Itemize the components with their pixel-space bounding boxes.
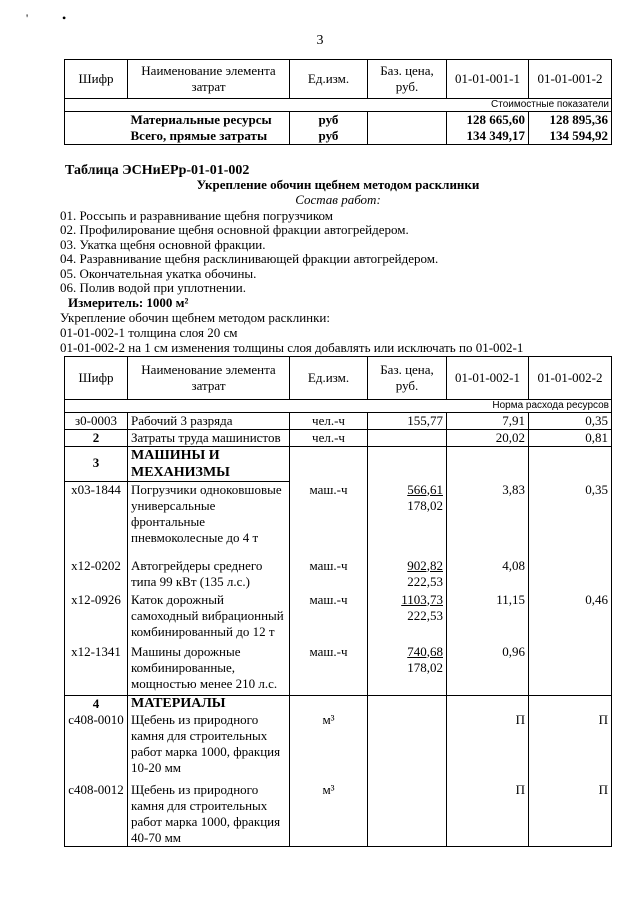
group-name-line: МЕХАНИЗМЫ: [131, 465, 230, 480]
name-line: фронтальные: [131, 514, 205, 529]
row-value-a: 20,02: [447, 430, 529, 447]
row-code: х12-0202: [65, 554, 128, 590]
name-line: Каток дорожный: [131, 591, 224, 607]
table-row: [65, 112, 612, 129]
name-line: Щебень из природного: [131, 712, 259, 727]
price-line: 222,53: [407, 573, 443, 589]
price-line: 566,61: [407, 481, 443, 497]
header-unit: Ед.изм.: [290, 60, 368, 99]
row-price: [368, 554, 447, 590]
table-row: [65, 430, 612, 447]
header-col-b: 01-01-002-2: [529, 357, 612, 400]
row-name: [128, 778, 290, 847]
row-value-a: 7,91: [447, 413, 529, 430]
row-unit: м³: [290, 778, 368, 847]
table-subheader: Норма расхода ресурсов: [65, 400, 612, 413]
header-unit: Ед.изм.: [290, 357, 368, 400]
row-value-b: [529, 554, 612, 590]
name-line: типа 99 кВт (135 л.с.): [131, 573, 250, 589]
name-line: Погрузчики одноковшовые: [131, 482, 282, 497]
row-value-b: [529, 642, 612, 696]
name-line: Автогрейдеры среднего: [131, 557, 263, 573]
row-value-b: 0,46: [529, 590, 612, 642]
name-line: 10-20 мм: [131, 760, 182, 775]
row-name: [128, 554, 290, 590]
row-value-b: П: [529, 712, 612, 778]
price-line: 902,82: [407, 557, 443, 573]
name-line: Щебень из природного: [131, 782, 259, 797]
table-row: [65, 413, 612, 430]
row-value-a: П: [447, 712, 529, 778]
row-code: х12-0926: [65, 590, 128, 642]
step-item: 06. Полив водой при уплотнении.: [60, 280, 247, 295]
group-code: 3: [65, 447, 128, 482]
table-subheader: Стоимостные показатели: [65, 99, 612, 112]
row-value-a: 3,83: [447, 482, 529, 554]
row-unit: чел.-ч: [290, 430, 368, 447]
row-unit: маш.-ч: [290, 554, 368, 590]
table-header-row: [65, 357, 612, 400]
name-line: Машины дорожные: [131, 643, 241, 659]
group-name: МАТЕРИАЛЫ: [128, 696, 290, 713]
row-price: 155,77: [368, 413, 447, 430]
page-number: 3: [316, 33, 324, 48]
row-unit: маш.-ч: [290, 482, 368, 554]
row-value-b: П: [529, 778, 612, 847]
row-unit: м³: [290, 712, 368, 778]
name-line: мощностью менее 210 л.с.: [131, 675, 278, 691]
row-code: х03-1844: [65, 482, 128, 554]
row-code: с408-0012: [65, 778, 128, 847]
group-name: [128, 447, 290, 482]
row-price: [368, 482, 447, 554]
name-line: универсальные: [131, 498, 216, 513]
table-row: [65, 128, 612, 145]
row-price: [368, 590, 447, 642]
name-line: работ марка 1000, фракция: [131, 744, 281, 759]
item-line: 01-01-002-2 на 1 см изменения толщины слоя добавлять или исключать по 01-002-1: [60, 340, 524, 355]
row-price: [368, 430, 447, 447]
name-line: 40-70 мм: [131, 830, 182, 845]
group-code: 4: [65, 696, 128, 713]
row-value-b: 128 895,36: [529, 112, 612, 129]
row-code: с408-0010: [65, 712, 128, 778]
cost-table: [64, 59, 612, 145]
row-value-b: 0,35: [529, 482, 612, 554]
row-name: Материальные ресурсы: [128, 112, 290, 129]
name-line: комбинированный до 12 т: [131, 623, 275, 639]
row-value-b: 0,35: [529, 413, 612, 430]
step-item: 05. Окончательная укатка обочины.: [60, 266, 257, 281]
scan-mark: ': [26, 11, 29, 25]
table-title: Таблица ЭСНиЕРр-01-01-002: [65, 163, 250, 178]
header-base-price: Баз. цена, руб.: [368, 357, 447, 400]
row-value-a: 134 349,17: [447, 128, 529, 145]
step-item: 02. Профилирование щебня основной фракции автогрейдером.: [60, 222, 409, 237]
table-row: [65, 482, 612, 554]
header-base-price: Баз. цена, руб.: [368, 60, 447, 99]
name-line: самоходный вибрационный: [131, 607, 284, 623]
row-code: 2: [65, 430, 128, 447]
price-line: 740,68: [407, 643, 443, 659]
row-name: Всего, прямые затраты: [128, 128, 290, 145]
header-col-b: 01-01-001-2: [529, 60, 612, 99]
row-name: [128, 712, 290, 778]
row-unit: маш.-ч: [290, 590, 368, 642]
row-value-a: 4,08: [447, 554, 529, 590]
composition-label: Состав работ:: [295, 192, 381, 207]
resource-table: [64, 356, 612, 847]
name-line: камня для строительных: [131, 728, 268, 743]
scan-mark: •: [62, 11, 67, 25]
header-code: Шифр: [65, 357, 128, 400]
row-unit: руб: [290, 112, 368, 129]
header-code: Шифр: [65, 60, 128, 99]
row-unit: маш.-ч: [290, 642, 368, 696]
table-row: [65, 590, 612, 642]
row-name: [128, 482, 290, 554]
row-value-a: П: [447, 778, 529, 847]
step-item: 01. Россыпь и разравнивание щебня погрузчиком: [60, 208, 333, 223]
step-item: 04. Разравнивание щебня расклинивающей фракции автогрейдером.: [60, 251, 439, 266]
table-row: [65, 554, 612, 590]
meter-description: Укрепление обочин щебнем методом расклинки:: [60, 310, 330, 325]
row-value-a: 0,96: [447, 642, 529, 696]
row-code: х12-1341: [65, 642, 128, 696]
price-line: 178,02: [407, 497, 443, 513]
row-unit: чел.-ч: [290, 413, 368, 430]
header-col-a: 01-01-002-1: [447, 357, 529, 400]
table-row: [65, 696, 612, 713]
row-value-b: 134 594,92: [529, 128, 612, 145]
table-row: [65, 778, 612, 847]
name-line: работ марка 1000, фракция: [131, 814, 281, 829]
meter: Измеритель: 1000 м²: [68, 295, 189, 310]
row-code: з0-0003: [65, 413, 128, 430]
item-line: 01-01-002-1 толщина слоя 20 см: [60, 325, 238, 340]
row-name: Рабочий 3 разряда: [128, 413, 290, 430]
header-name: Наименование элемента затрат: [128, 60, 290, 99]
step-item: 03. Укатка щебня основной фракции.: [60, 237, 266, 252]
name-line: пневмоколесные до 4 т: [131, 530, 259, 545]
table-row: [65, 642, 612, 696]
table-row: [65, 712, 612, 778]
row-name: [128, 590, 290, 642]
price-line: 178,02: [407, 659, 443, 675]
row-name: Затраты труда машинистов: [128, 430, 290, 447]
header-col-a: 01-01-001-1: [447, 60, 529, 99]
name-line: комбинированные,: [131, 659, 236, 675]
name-line: камня для строительных: [131, 798, 268, 813]
row-name: [128, 642, 290, 696]
row-unit: руб: [290, 128, 368, 145]
table-row: [65, 447, 612, 482]
row-value-a: 11,15: [447, 590, 529, 642]
header-name: Наименование элемента затрат: [128, 357, 290, 400]
price-line: 222,53: [407, 607, 443, 623]
group-name-line: МАШИНЫ И: [131, 448, 220, 463]
row-value-b: 0,81: [529, 430, 612, 447]
row-value-a: 128 665,60: [447, 112, 529, 129]
price-line: 1103,73: [401, 591, 443, 607]
table-header-row: [65, 60, 612, 99]
row-price: [368, 642, 447, 696]
work-title: Укрепление обочин щебнем методом расклинки: [196, 177, 480, 192]
